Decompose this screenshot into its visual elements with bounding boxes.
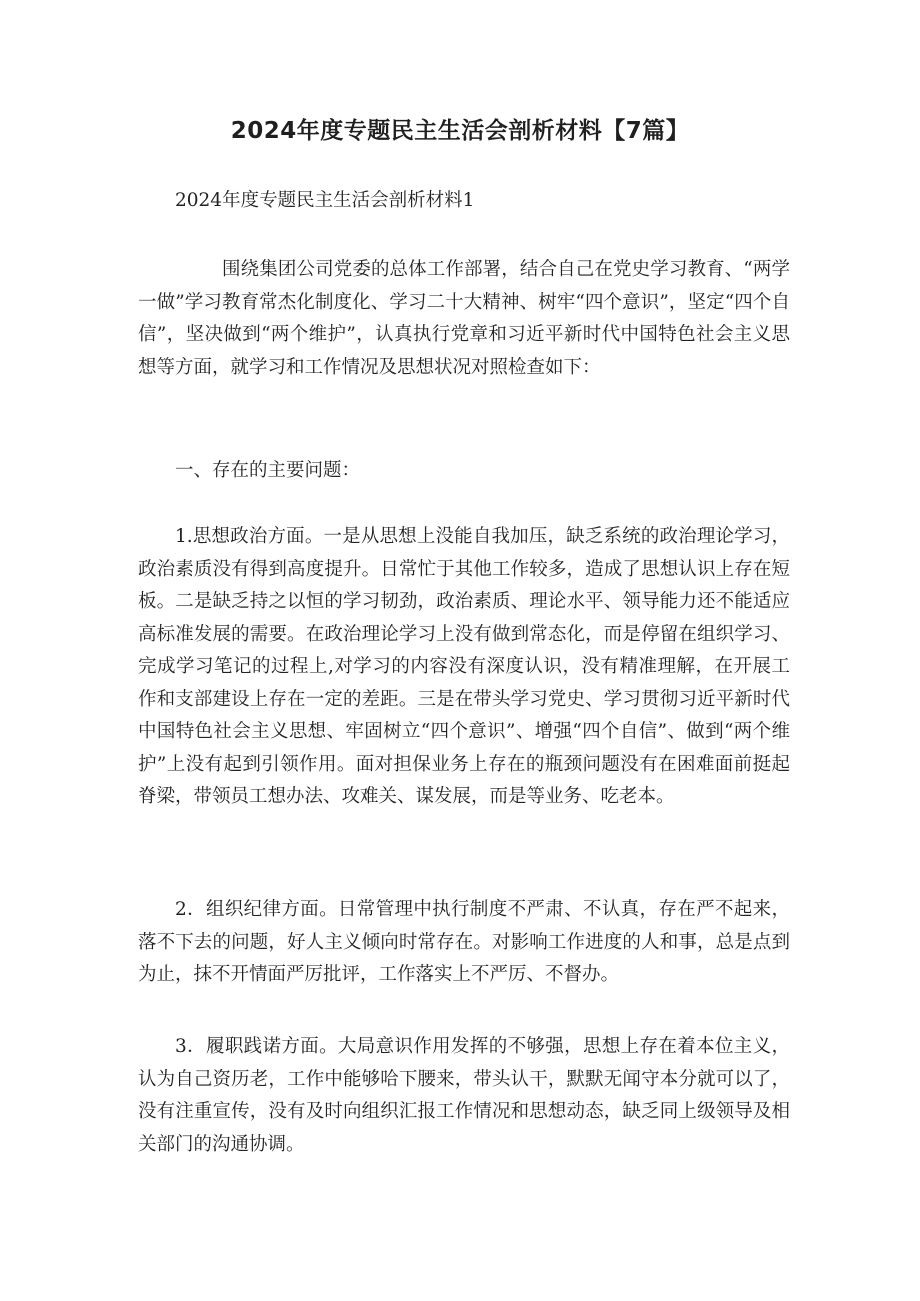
intro-paragraph: 围绕集团公司党委的总体工作部署，结合自己在党史学习教育、“两学一做”学习教育常杰化制度化、学习二十大精神、树牢“四个意识”，坚定“四个自信”，坚决做到“两个维护”，认真执行党章和习近平新时代中国特色社会主义思想等方面，就学习和工作情况及思想状况对照检查如下： bbox=[138, 259, 790, 378]
paragraph-duty-performance: 3．履职践诺方面。大局意识作用发挥的不够强，思想上存在着本位主义，认为自己资历老，工作中能够哈下腰来，带头认干，默默无闻守本分就可以了，没有注重宣传，没有及时向组织汇报工作情况和思想动态，缺乏同上级领导及相关部门的沟通协调。 bbox=[138, 1036, 790, 1155]
section-heading-problems: 一、存在的主要问题： bbox=[175, 460, 361, 481]
section-subtitle: 2024年度专题民主生活会剖析材料1 bbox=[175, 190, 475, 211]
paragraph-organizational-discipline: 2．组织纪律方面。日常管理中执行制度不严肃、不认真，存在严不起来，落不下去的问题，好人主义倾向时常存在。对影响工作进度的人和事，总是点到为止，抹不开情面严厉批评，工作落实上不严厉、不督办。 bbox=[138, 899, 790, 985]
paragraph-political-thought: 1.思想政治方面。一是从思想上没能自我加压，缺乏系统的政治理论学习，政治素质没有得到高度提升。日常忙于其他工作较多，造成了思想认识上存在短板。二是缺乏持之以恒的学习韧劲，政治素质、理论水平、领导能力还不能适应高标准发展的需要。在政治理论学习上没有做到常态化，而是停留在组织学习、完成学习笔记的过程上,对学习的内容没有深度认识，没有精准理解，在开展工作和支部建设上存在一定的差距。三是在带头学习党史、学习贯彻习近平新时代中国特色社会主义思想、牢固树立“四个意识”、增强“四个自信”、做到“两个维护”上没有起到引领作用。面对担保业务上存在的瓶颈问题没有在困难面前挺起脊梁，带领员工想办法、攻难关、谋发展，而是等业务、吃老本。 bbox=[138, 526, 790, 807]
document-title: 2024年度专题民主生活会剖析材料【7篇】 bbox=[230, 118, 690, 144]
